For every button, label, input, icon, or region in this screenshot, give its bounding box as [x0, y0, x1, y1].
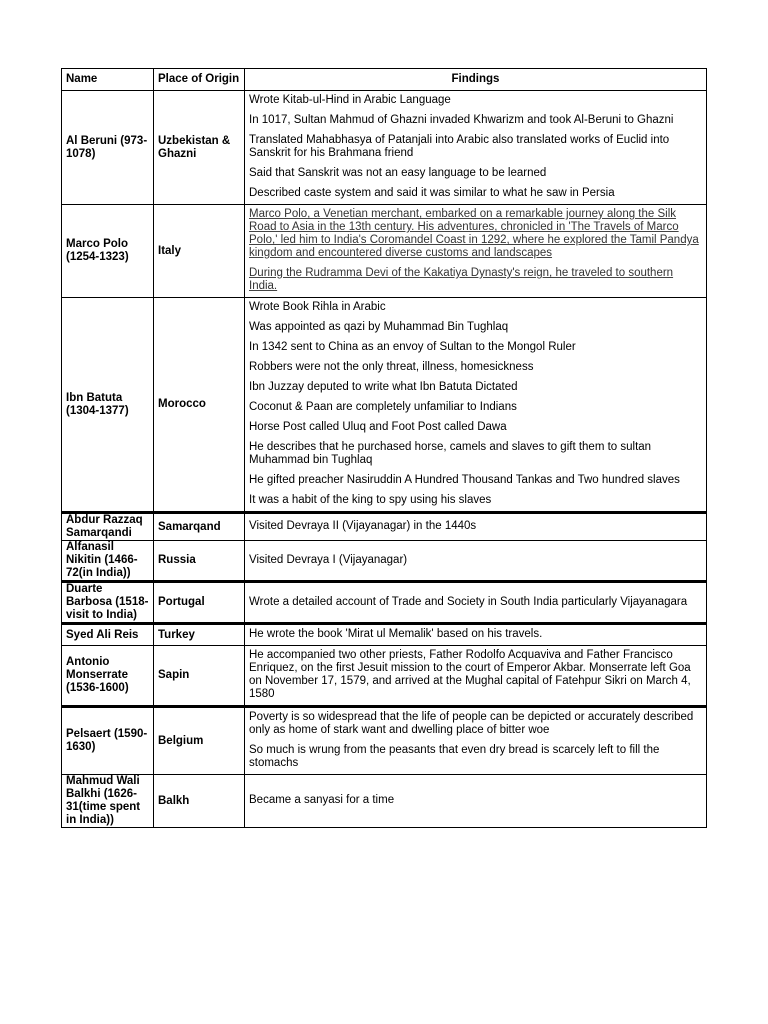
finding-item: Coconut & Paan are completely unfamiliar to Indians: [249, 401, 517, 413]
table-row: [62, 541, 707, 582]
findings-cell: [245, 541, 707, 582]
findings-cell: [245, 205, 707, 298]
table-row: [62, 707, 707, 775]
traveller-name: Syed Ali Reis: [62, 624, 154, 646]
finding-item: Wrote a detailed account of Trade and Society in South India particularly Vijayanagara: [249, 595, 688, 608]
table-row: [62, 298, 707, 513]
findings-cell: [245, 513, 707, 541]
place-of-origin: Morocco: [154, 298, 245, 513]
finding-item: Translated Mahabhasya of Patanjali into Arabic also translated works of Euclid into Sanskrit for his Brahmana friend: [249, 134, 670, 159]
findings-cell: [245, 775, 707, 828]
table-row: [62, 646, 707, 707]
findings-cell: [245, 707, 707, 775]
place-of-origin: Samarqand: [154, 513, 245, 541]
finding-item: Said that Sanskrit was not an easy language to be learned: [249, 167, 547, 179]
findings-cell: [245, 646, 707, 707]
finding-item: He wrote the book 'Mirat ul Memalik' based on his travels.: [249, 628, 543, 640]
finding-item: He gifted preacher Nasiruddin A Hundred Thousand Tankas and Two hundred slaves: [249, 474, 680, 486]
finding-item: So much is wrung from the peasants that even dry bread is scarcely left to fill the stomachs: [249, 744, 660, 769]
traveller-name: Alfanasil Nikitin (1466-72(in India)): [62, 541, 154, 582]
travellers-table: [61, 68, 707, 828]
header-findings: Findings: [245, 69, 707, 91]
finding-item: Poverty is so widespread that the life of people can be depicted or accurately described only as home of stark want and dwelling place of bitter woe: [249, 711, 694, 736]
traveller-name: Al Beruni (973-1078): [62, 91, 154, 205]
place-of-origin: Turkey: [154, 624, 245, 646]
finding-item: In 1342 sent to China as an envoy of Sultan to the Mongol Ruler: [249, 341, 576, 353]
finding-item: Robbers were not the only threat, illness, homesickness: [249, 361, 534, 373]
findings-cell: [245, 298, 707, 513]
table-row: [62, 205, 707, 298]
finding-item: Wrote Book Rihla in Arabic: [249, 301, 386, 313]
finding-item: He describes that he purchased horse, camels and slaves to gift them to sultan Muhammad bin Tughlaq: [249, 441, 652, 466]
finding-item: It was a habit of the king to spy using his slaves: [249, 494, 492, 506]
findings-cell: [245, 91, 707, 205]
finding-item: In 1017, Sultan Mahmud of Ghazni invaded Khwarizm and took Al-Beruni to Ghazni: [249, 114, 674, 126]
finding-item: Visited Devraya I (Vijayanagar): [249, 553, 408, 566]
finding-item: Horse Post called Uluq and Foot Post called Dawa: [249, 421, 507, 433]
header-origin: Place of Origin: [154, 69, 245, 91]
place-of-origin: Uzbekistan & Ghazni: [154, 91, 245, 205]
table-body: [62, 91, 707, 828]
table-row: [62, 91, 707, 205]
place-of-origin: Russia: [154, 541, 245, 582]
finding-item: Became a sanyasi for a time: [249, 794, 395, 806]
table-row: [62, 513, 707, 541]
finding-item: Was appointed as qazi by Muhammad Bin Tughlaq: [249, 321, 509, 333]
place-of-origin: Belgium: [154, 707, 245, 775]
traveller-name: Antonio Monserrate (1536-1600): [62, 646, 154, 707]
place-of-origin: Sapin: [154, 646, 245, 707]
header-name: Name: [62, 69, 154, 91]
finding-item: Marco Polo, a Venetian merchant, embarked on a remarkable journey along the Silk Road to Asia in the 13th century. His adventures, chronicled in 'The Travels of Marco Polo,' led him to India's Coromandel Coast in 1292, where he explored the Tamil Pandya kingdom and encountered diverse customs and landscapes: [249, 208, 699, 259]
place-of-origin: Portugal: [154, 582, 245, 624]
traveller-name: Marco Polo (1254-1323): [62, 205, 154, 298]
finding-item: He accompanied two other priests, Father Rodolfo Acquaviva and Father Francisco Enriquez, on the first Jesuit mission to the court of Emperor Akbar. Monserrate left Goa on November 17, 1579, and arrived at the Mughal capital of Fatehpur Sikri on March 4, 1580: [249, 649, 691, 700]
traveller-name: Ibn Batuta (1304-1377): [62, 298, 154, 513]
table-row: [62, 775, 707, 828]
finding-item: Ibn Juzzay deputed to write what Ibn Batuta Dictated: [249, 381, 518, 393]
traveller-name: Abdur Razzaq Samarqandi: [62, 513, 154, 541]
table-row: [62, 582, 707, 624]
finding-item: During the Rudramma Devi of the Kakatiya Dynasty's reign, he traveled to southern India.: [249, 267, 674, 292]
traveller-name: Duarte Barbosa (1518-visit to India): [62, 582, 154, 624]
finding-item: Visited Devraya II (Vijayanagar) in the 1440s: [249, 520, 477, 532]
traveller-name: Mahmud Wali Balkhi (1626-31(time spent in India)): [62, 775, 154, 828]
findings-cell: [245, 624, 707, 646]
finding-item: Wrote Kitab-ul-Hind in Arabic Language: [249, 94, 451, 106]
header-row: [62, 69, 707, 91]
findings-cell: [245, 582, 707, 624]
table-row: [62, 624, 707, 646]
place-of-origin: Italy: [154, 205, 245, 298]
finding-item: Described caste system and said it was similar to what he saw in Persia: [249, 187, 615, 199]
traveller-name: Pelsaert (1590-1630): [62, 707, 154, 775]
place-of-origin: Balkh: [154, 775, 245, 828]
